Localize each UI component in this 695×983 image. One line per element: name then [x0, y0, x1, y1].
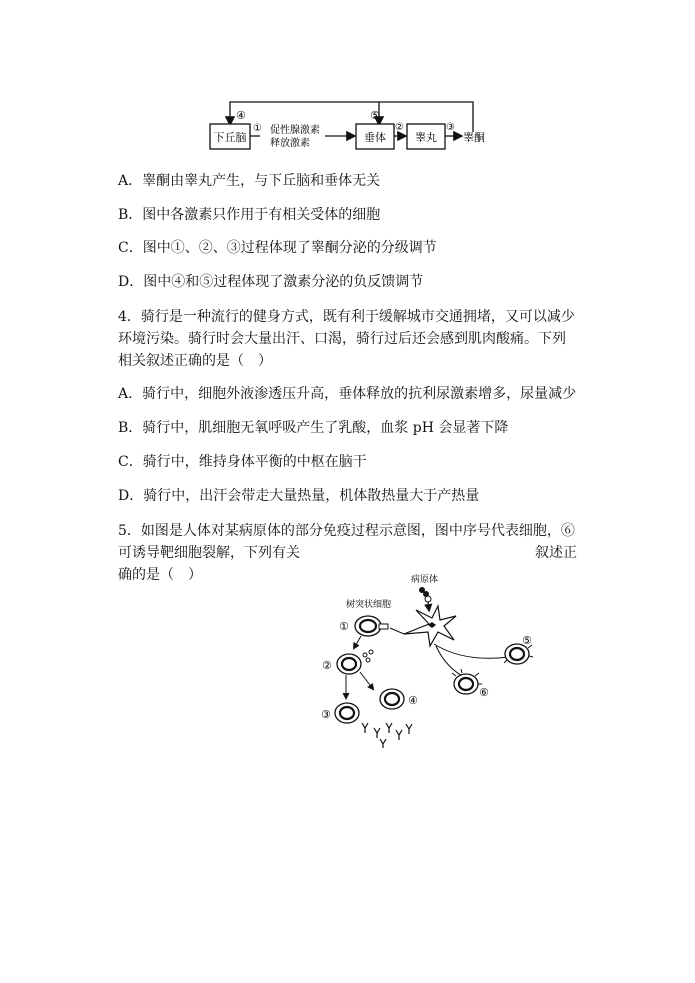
cell-3-icon: [335, 703, 359, 723]
cell-5-icon: [504, 644, 533, 664]
arrow-number-1: ①: [253, 123, 262, 134]
q5-stem-part1: 5．如图是人体对某病原体的部分免疫过程示意图，图中序号代表细胞，⑥可诱导靶细胞裂解，下列有关: [118, 523, 575, 561]
cell-number-2: ②: [322, 659, 332, 672]
testosterone-label: 睾酮: [463, 131, 485, 144]
cell-number-1: ①: [339, 620, 349, 633]
arrow-number-2: ②: [395, 122, 404, 133]
cell-number-6: ⑥: [479, 686, 489, 699]
arrow-number-5: ⑤: [370, 109, 380, 122]
cell-number-4: ④: [408, 694, 418, 707]
dendritic-cell-icon: [390, 606, 456, 646]
pituitary-label: 垂体: [364, 131, 386, 144]
q5-stem-part2: 叙述正确的是（ ）: [118, 545, 577, 583]
q4-option-b: B．骑行中，肌细胞无氧呼吸产生了乳酸，血浆 pH 会显著下降: [118, 420, 509, 436]
q3-option-d: D．图中④和⑤过程体现了激素分泌的负反馈调节: [118, 274, 424, 290]
testis-label: 睾丸: [415, 131, 437, 144]
antibody-icons: [362, 723, 412, 748]
cell-2-icon: [337, 650, 373, 674]
hypothalamus-label: 下丘脑: [213, 131, 247, 144]
hormone-label-line1: 促性腺激素: [270, 125, 320, 136]
q4-option-d: D．骑行中，出汗会带走大量热量，机体散热量大于产热量: [118, 488, 480, 504]
cell-1-icon: [355, 616, 388, 636]
cell-number-3: ③: [321, 708, 331, 721]
hormone-label-line2: 释放激素: [270, 138, 310, 149]
hormone-regulation-diagram: [200, 96, 500, 160]
q4-option-c: C．骑行中，维持身体平衡的中枢在脑干: [118, 454, 367, 470]
arrow-number-3: ③: [446, 122, 455, 133]
q3-option-b: B．图中各激素只作用于有相关受体的细胞: [118, 207, 381, 223]
pathogen-label: 病原体: [411, 575, 439, 585]
q4-option-a: A．骑行中，细胞外液渗透压升高，垂体释放的抗利尿激素增多，尿量减少: [118, 386, 577, 402]
q4-stem: 4．骑行是一种流行的健身方式，既有利于缓解城市交通拥堵，又可以减少环境污染。骑行时会大量出汗、口渴，骑行过后还会感到肌肉酸痛。下列相关叙述正确的是（ ）: [118, 309, 575, 369]
pathogen-icon: [419, 587, 431, 610]
cell-4-icon: [380, 689, 404, 709]
dendritic-cell-label: 树突状细胞: [346, 600, 392, 610]
q3-option-a: A．睾酮由睾丸产生，与下丘脑和垂体无关: [118, 173, 381, 189]
arrow-number-4: ④: [236, 109, 246, 122]
q3-option-c: C．图中①、②、③过程体现了睾酮分泌的分级调节: [118, 240, 437, 256]
cell-number-5: ⑤: [522, 634, 532, 647]
immune-process-diagram: [316, 568, 546, 753]
